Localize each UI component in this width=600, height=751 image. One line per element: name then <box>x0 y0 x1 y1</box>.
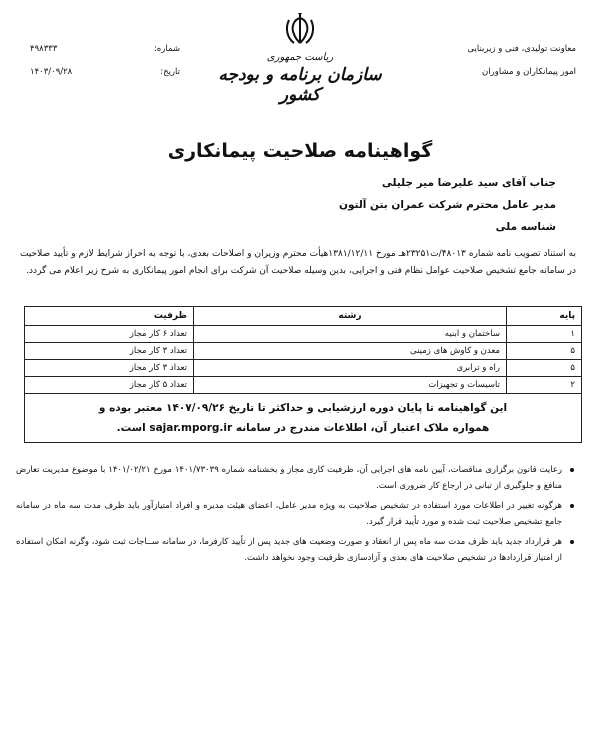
cell-field: ساختمان و ابنیه <box>194 326 507 343</box>
qualification-table <box>24 306 582 443</box>
table-row <box>25 360 582 377</box>
date-row <box>30 61 180 84</box>
addressee-position: مدیر عامل محترم شرکت عمران بتن آلتون <box>339 199 556 211</box>
addressee-name: جناب آقای سید علیرضا میر جلیلی <box>381 177 556 189</box>
page-title: گواهینامه صلاحیت پیمانکاری <box>167 140 433 162</box>
table-row <box>25 343 582 360</box>
number-row <box>30 38 180 61</box>
validity-line: همواره ملاک اعتبار آن، اطلاعات مندرج در سامانه sajar.mporg.ir است. <box>116 422 490 434</box>
validity-note <box>25 394 582 443</box>
note-text: هر قرارداد جدید باید ظرف مدت سه ماه پس از انعقاد و صورت وضعیت های جدید پس از تأیید کارفرما، در سامانه ســاجات ثبت شود، وگرنه امکان استفاده از امتیاز قراردادها در تشخیص صلاحیت های بعدی و آزادسازی ظرفیت وجود نخواهد داشت. <box>16 537 562 563</box>
note-item <box>16 498 576 530</box>
validity-row <box>25 394 582 443</box>
cell-capacity: تعداد ۵ کار مجاز <box>25 377 194 394</box>
intro-paragraph: به استناد تصویب نامه شماره ۴۸۰۱۳/ت۲۳۲۵۱هـ مورخ ۱۳۸۱/۱۲/۱۱هیأت محترم وزیران و اصلاحات بعدی، با توجه به احراز شرایط لازم و تأیید صلاحیت در سامانه جامع تشخیص صلاحیت عوامل نظام فنی و اجرایی، بدین وسیله صلاحیت آن شرکت برای انجام امور پیمانکاری به شرح زیر اعلام می گردد. <box>20 249 576 276</box>
iran-emblem-icon <box>283 10 317 48</box>
department-block <box>406 38 576 84</box>
cell-base: ۱ <box>507 326 582 343</box>
cell-field: تاسیسات و تجهیزات <box>194 377 507 394</box>
cell-base: ۵ <box>507 360 582 377</box>
cell-capacity: تعداد ۳ کار مجاز <box>25 360 194 377</box>
addressee <box>339 172 556 238</box>
reference-block <box>30 38 180 84</box>
cell-base: ۵ <box>507 343 582 360</box>
table-row <box>25 326 582 343</box>
note-text: رعایت قانون برگزاری مناقصات، آیین نامه های اجرایی آن، ظرفیت کاری مجاز و بخشنامه شماره ۱۴۰۱/۷۳۰۳۹ مورخ ۱۴۰۱/۰۲/۲۱ با موضوع مدیریت تعارض منافع و جلوگیری از تبانی در ارجاع کار ضروری است. <box>16 465 562 491</box>
cell-field: راه و ترابری <box>194 360 507 377</box>
column-header-capacity: ظرفیت <box>25 307 194 326</box>
bullet-icon <box>570 540 574 544</box>
column-header-base: پایه <box>507 307 582 326</box>
cell-base: ۲ <box>507 377 582 394</box>
bullet-icon <box>570 504 574 508</box>
department-line: امور پیمانکاران و مشاوران <box>482 67 576 77</box>
presidency-text: ریاست جمهوری <box>266 52 334 63</box>
column-header-field: رشته <box>194 307 507 326</box>
note-item <box>16 534 576 566</box>
bullet-icon <box>570 468 574 472</box>
date-label: تاریخ: <box>160 67 180 77</box>
national-id-label: شناسه ملی <box>495 221 556 233</box>
table-row <box>25 377 582 394</box>
notes-list <box>16 462 576 570</box>
table-header-row <box>25 307 582 326</box>
cell-capacity: تعداد ۶ کار مجاز <box>25 326 194 343</box>
number-value: ۴۹۸۳۳۳ <box>30 44 58 54</box>
number-label: شماره: <box>153 44 180 54</box>
letterhead <box>210 10 390 105</box>
department-line: معاونت تولیدی، فنی و زیربنایی <box>467 44 576 54</box>
date-value: ۱۴۰۳/۰۹/۲۸ <box>30 67 73 77</box>
note-item <box>16 462 576 494</box>
cell-field: معدن و کاوش های زمینی <box>194 343 507 360</box>
note-text: هرگونه تغییر در اطلاعات مورد استفاده در تشخیص صلاحیت به ویژه مدیر عامل، اعضای هیئت مدیره و افراد امتیازآور باید ظرف مدت سه ماه در سامانه جامع تشخیص صلاحیت ثبت شده و مورد تأیید قرار گیرد. <box>16 501 562 527</box>
organization-name: سازمان برنامه و بودجه کشور <box>218 65 382 105</box>
cell-capacity: تعداد ۳ کار مجاز <box>25 343 194 360</box>
validity-line: این گواهینامه تا پایان دوره ارزشیابی و حداکثر تا تاریخ ۱۴۰۷/۰۹/۲۶ معتبر بوده و <box>98 402 508 414</box>
